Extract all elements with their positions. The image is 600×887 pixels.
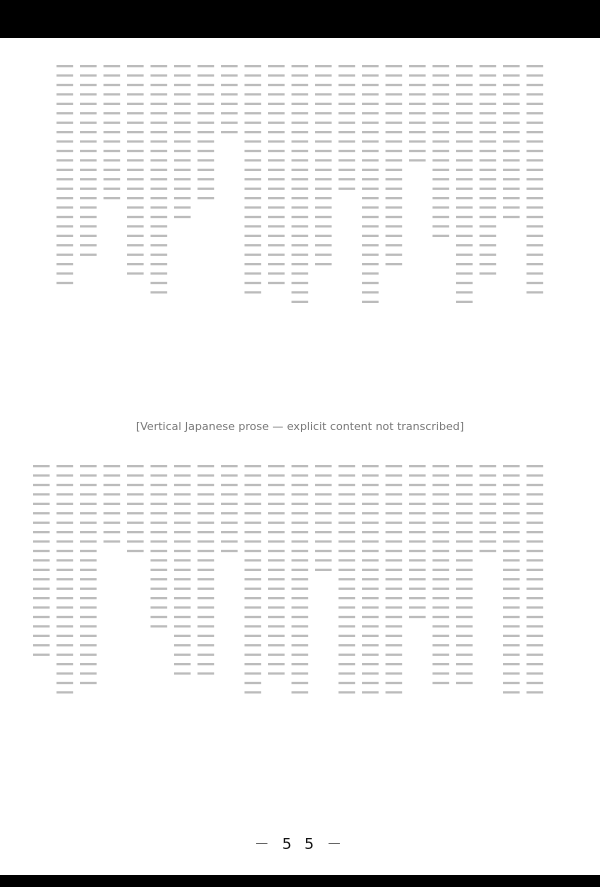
text-column: ┃┃┃┃┃┃┃┃┃┃ [126, 462, 143, 557]
top-scan-border [0, 0, 600, 38]
text-column: ┃┃┃┃┃┃┃┃┃┃┃┃┃┃┃┃┃┃┃┃┃┃┃ [126, 62, 143, 279]
text-column: ┃┃┃┃┃┃┃┃┃┃┃┃┃┃┃┃┃┃┃┃┃┃┃┃┃ [502, 462, 519, 698]
text-column: ┃┃┃┃┃┃┃┃┃┃┃┃┃┃┃┃┃┃┃┃┃┃┃┃┃┃ [455, 62, 472, 308]
text-block-lower [28, 462, 545, 812]
text-column: ┃┃┃┃┃┃┃┃┃┃┃┃┃┃┃┃┃ [173, 62, 190, 223]
text-column: ┃┃┃┃┃┃┃┃┃┃┃┃┃┃┃┃┃┃┃┃┃┃┃┃┃ [291, 462, 307, 698]
text-column: ┃┃┃┃┃┃┃┃┃┃┃┃┃┃┃┃┃┃┃┃┃┃┃┃┃ [385, 462, 401, 698]
text-column: ┃┃┃┃┃┃┃┃┃┃┃┃┃┃┃┃┃┃┃┃┃ [32, 462, 49, 661]
text-column: ┃┃┃┃┃┃┃┃┃┃┃┃┃┃┃┃┃┃┃┃┃┃┃ [197, 462, 213, 679]
text-column: ┃┃┃┃┃┃┃┃┃┃┃┃┃┃┃┃┃┃┃┃┃┃┃┃┃┃ [361, 62, 378, 308]
text-block-upper [52, 62, 546, 412]
text-column: ┃┃┃┃┃┃┃┃┃┃┃┃┃┃┃┃┃ [502, 62, 519, 223]
text-column: ┃┃┃┃┃┃┃┃ [220, 62, 237, 138]
text-column: ┃┃┃┃┃┃┃┃┃┃┃┃┃┃┃┃┃┃┃┃┃┃ [385, 62, 401, 270]
text-column: ┃┃┃┃┃┃┃┃┃┃┃┃┃┃┃┃┃┃┃┃┃┃┃┃ [267, 62, 284, 289]
text-column: ┃┃┃┃┃┃┃┃┃┃┃┃┃┃┃┃┃┃┃┃┃┃┃┃┃ [526, 62, 542, 298]
bottom-scan-border [0, 875, 600, 887]
text-column: ┃┃┃┃┃┃┃┃┃┃┃┃┃┃┃┃┃┃┃┃┃┃┃┃┃ [56, 462, 72, 698]
text-column: ┃┃┃┃┃┃┃┃┃┃┃┃┃┃┃┃┃┃┃┃┃┃┃┃ [79, 462, 96, 689]
text-column: ┃┃┃┃┃┃┃┃┃┃┃┃┃┃┃┃┃┃┃┃┃┃┃┃ [455, 462, 472, 689]
text-column: ┃┃┃┃┃┃┃┃┃┃┃┃┃┃┃┃┃┃┃┃┃┃┃ [479, 62, 495, 279]
text-column: ┃┃┃┃┃┃┃┃┃┃┃┃┃┃┃ [103, 62, 119, 204]
text-column: ┃┃┃┃┃┃┃┃┃┃ [479, 462, 495, 557]
page-number: － 5 5 － [254, 835, 346, 853]
text-column: ┃┃┃┃┃┃┃┃┃┃┃┃┃┃┃┃┃┃┃┃┃┃┃┃┃ [244, 62, 260, 298]
text-column: ┃┃┃┃┃┃┃┃┃┃┃┃┃┃┃┃┃┃┃┃┃┃┃┃┃ [244, 462, 260, 698]
text-column: ┃┃┃┃┃┃┃┃┃┃┃┃┃┃┃┃┃┃ [150, 462, 166, 632]
text-column: ┃┃┃┃┃┃┃┃┃┃┃┃┃┃┃┃┃┃┃┃┃┃┃┃ [432, 462, 448, 689]
text-column: ┃┃┃┃┃┃┃┃┃┃┃┃┃┃ [338, 62, 354, 195]
text-column: ┃┃┃┃┃┃┃┃┃┃┃┃┃┃┃┃┃┃┃┃┃┃┃┃┃ [361, 462, 378, 698]
text-column: ┃┃┃┃┃┃┃┃┃┃┃┃┃┃┃┃┃┃┃┃┃┃┃ [267, 462, 284, 679]
content-note: [Vertical Japanese prose — explicit content not transcribed] [135, 420, 465, 433]
text-column: ┃┃┃┃┃┃┃┃┃┃ [220, 462, 237, 557]
text-column: ┃┃┃┃┃┃┃┃┃┃┃┃┃┃┃┃┃┃┃┃┃ [79, 62, 96, 261]
text-column: ┃┃┃┃┃┃┃┃┃┃┃┃┃┃┃┃┃ [408, 462, 425, 623]
text-column: ┃┃┃┃┃┃┃┃┃┃┃ [408, 62, 425, 166]
text-column: ┃┃┃┃┃┃┃┃┃┃┃┃┃┃┃┃┃┃┃┃┃┃┃┃┃ [150, 62, 166, 298]
text-column: ┃┃┃┃┃┃┃┃┃┃┃┃┃┃┃┃┃┃┃┃┃┃┃┃┃┃ [291, 62, 307, 308]
text-column: ┃┃┃┃┃┃┃┃┃┃┃┃┃┃┃┃┃┃┃┃┃┃ [314, 62, 331, 270]
text-column: ┃┃┃┃┃┃┃┃┃┃┃┃┃┃┃┃┃┃┃ [432, 62, 448, 242]
text-column: ┃┃┃┃┃┃┃┃┃┃┃┃┃┃┃┃┃┃┃┃┃┃┃┃┃ [338, 462, 354, 698]
text-column: ┃┃┃┃┃┃┃┃┃┃┃┃┃┃┃ [197, 62, 213, 204]
text-column: ┃┃┃┃┃┃┃┃┃┃┃┃┃┃┃┃┃┃┃┃┃┃┃ [173, 462, 190, 679]
text-column: ┃┃┃┃┃┃┃┃┃┃┃┃ [314, 462, 331, 576]
text-column: ┃┃┃┃┃┃┃┃┃┃┃┃┃┃┃┃┃┃┃┃┃┃┃┃┃ [526, 462, 542, 698]
text-column: ┃┃┃┃┃┃┃┃┃ [103, 462, 119, 547]
text-column: ┃┃┃┃┃┃┃┃┃┃┃┃┃┃┃┃┃┃┃┃┃┃┃┃ [56, 62, 72, 289]
